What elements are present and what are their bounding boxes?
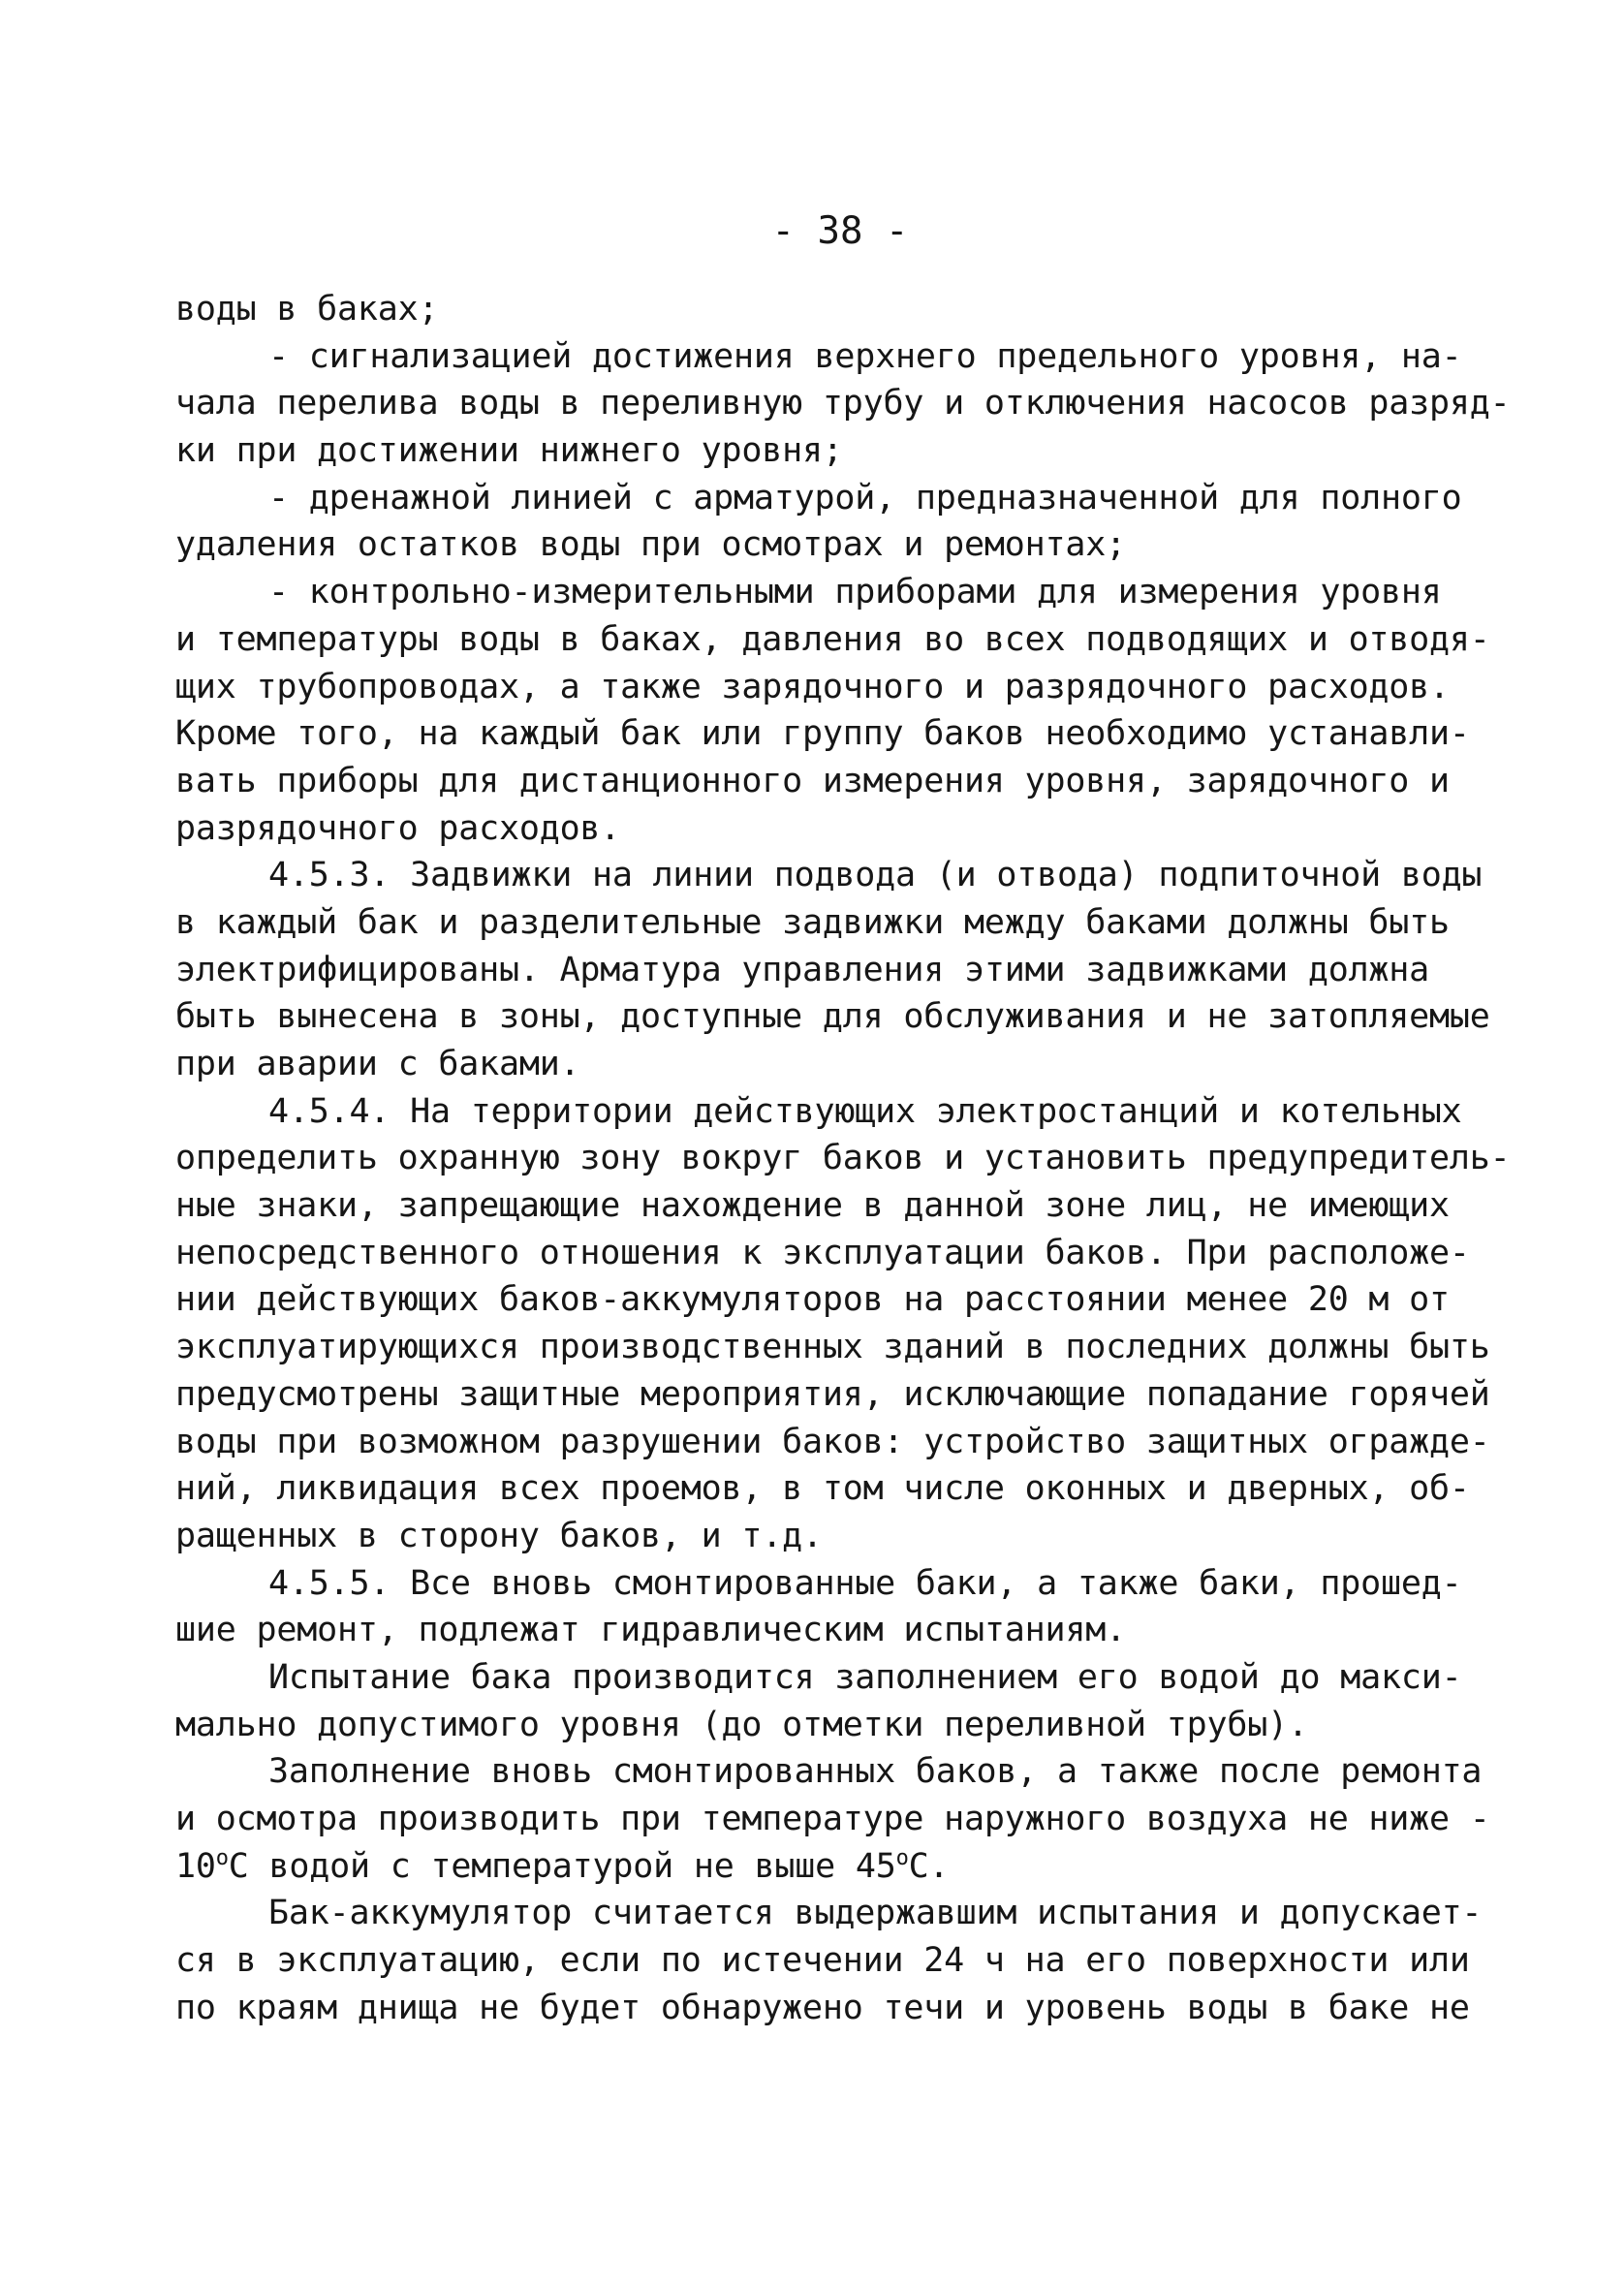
text-line: в каждый бак и разделительные задвижки между баками должны быть [175, 902, 1450, 942]
temperature-text: С водой с температурой не выше 45 [228, 1846, 896, 1886]
text-line: шие ремонт, подлежат гидравлическим испытаниям. [175, 1611, 1126, 1650]
text-line: ся в эксплуатацию, если по истечении 24 ч на его поверхности или [175, 1941, 1470, 1981]
text-line: - дренажной линией с арматурой, предназначенной для полного [268, 478, 1462, 517]
text-line: воды в баках; [175, 290, 439, 329]
degree-sign: о [215, 1845, 229, 1870]
text-line: Бак-аккумулятор считается выдержавшим испытания и допускает- [268, 1894, 1483, 1933]
text-line: и температуры воды в баках, давления во всех подводящих и отводя- [175, 619, 1490, 659]
text-line: - контрольно-измерительными приборами для измерения уровня [268, 573, 1442, 612]
text-line: разрядочного расходов. [175, 808, 621, 848]
text-line: при аварии с баками. [175, 1045, 580, 1083]
temperature-line [175, 1843, 1474, 1891]
text-line: определить охранную зону вокруг баков и установить предупредитель- [175, 1139, 1511, 1178]
text-line: - сигнализацией достижения верхнего предельного уровня, на- [268, 336, 1462, 376]
temperature-unit: С. [908, 1846, 950, 1886]
text-line: чала перелива воды в переливную трубу и отключения насосов разряд- [175, 384, 1511, 423]
text-line: воды при возможном разрушении баков: устройство защитных огражде- [175, 1422, 1490, 1461]
body-text [175, 286, 1511, 2031]
text-line: и осмотра производить при температуре наружного воздуха не ниже - [175, 1800, 1490, 1838]
text-line: Заполнение вновь смонтированных баков, а также после ремонта [268, 1752, 1483, 1792]
text-line: 4.5.4. На территории действующих электростанций и котельных [268, 1091, 1462, 1131]
text-line: быть вынесена в зоны, доступные для обслуживания и не затопляемые [175, 997, 1490, 1037]
text-line: по краям днища не будет обнаружено течи и уровень воды в баке не [175, 1988, 1470, 2027]
text-line: ки при достижении нижнего уровня; [175, 431, 843, 471]
text-line: ращенных в сторону баков, и т.д. [175, 1516, 823, 1555]
temperature-value-1: 10 [175, 1846, 216, 1886]
text-line: эксплуатирующихся производственных зданий в последних должны быть [175, 1328, 1490, 1367]
text-line: удаления остатков воды при осмотрах и ремонтах; [175, 525, 1126, 565]
text-line: нии действующих баков-аккумуляторов на расстоянии менее 20 м от [175, 1280, 1450, 1320]
text-line: Кроме того, на каждый бак или группу баков необходимо устанавли- [175, 714, 1470, 754]
text-line: 4.5.5. Все вновь смонтированные баки, а также баки, прошед- [268, 1563, 1462, 1603]
text-line: щих трубопроводах, а также зарядочного и разрядочного расходов. [175, 667, 1450, 706]
text-line: предусмотрены защитные мероприятия, исключающие попадание горячей [175, 1374, 1490, 1414]
page-number: - 38 - [771, 209, 909, 253]
text-line: Испытание бака производится заполнением его водой до макси- [268, 1657, 1462, 1697]
text-line: мально допустимого уровня (до отметки переливной трубы). [175, 1705, 1308, 1744]
text-line: непосредственного отношения к эксплуатации баков. При расположе- [175, 1233, 1470, 1272]
text-line: вать приборы для дистанционного измерения уровня, зарядочного и [175, 761, 1450, 800]
text-line: ные знаки, запрещающие нахождение в данной зоне лиц, не имеющих [175, 1186, 1450, 1226]
degree-sign: о [895, 1845, 909, 1870]
text-line: 4.5.3. Задвижки на линии подвода (и отвода) подпиточной воды [268, 856, 1483, 895]
text-line: электрифицированы. Арматура управления этими задвижками должна [175, 950, 1430, 989]
text-line: ний, ликвидация всех проемов, в том числе оконных и дверных, об- [175, 1469, 1470, 1509]
